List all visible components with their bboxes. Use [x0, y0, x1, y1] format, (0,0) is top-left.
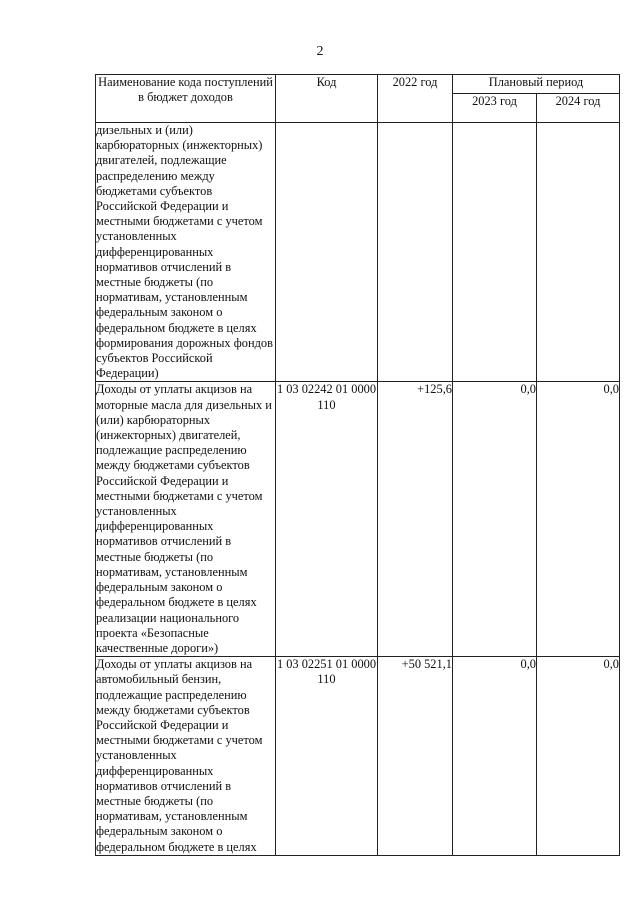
header-row — [96, 75, 620, 94]
table-row — [96, 657, 620, 856]
row-name: Доходы от уплаты акцизов на моторные масла для дизельных и (или) карбюраторных (инжекторных) двигателей, подлежащие распределению между бюджетами субъектов Российской Федерации и местными бюджетами с учетом установленных дифференцированных нормативов отчислений в местные бюджеты (по нормативам, установленным федеральным законом о федеральном бюджете в целях реализации национального проекта «Безопасные качественные дороги») — [96, 382, 276, 657]
table-row — [96, 123, 620, 382]
row-name: дизельных и (или) карбюраторных (инжекторных) двигателей, подлежащие распределению между бюджетами субъектов Российской Федерации и местными бюджетами с учетом установленных дифференцированных нормативов отчислений в местные бюджеты (по нормативам, установленным федеральным законом о федеральном бюджете в целях формирования дорожных фондов субъектов Российской Федерации) — [96, 123, 276, 382]
row-value-2022: +125,6 — [378, 382, 453, 657]
header-planned-period: Плановый период — [453, 75, 620, 94]
revenue-table — [95, 74, 620, 856]
row-name: Доходы от уплаты акцизов на автомобильный бензин, подлежащие распределению между бюджетами субъектов Российской Федерации и местными бюджетами с учетом установленных дифференцированных нормативов отчислений в местные бюджеты (по нормативам, установленным федеральным законом о федеральном бюджете в целях — [96, 657, 276, 856]
row-value-2024 — [537, 123, 620, 382]
header-year-2023: 2023 год — [453, 94, 537, 123]
row-value-2023: 0,0 — [453, 657, 537, 856]
row-code — [276, 123, 378, 382]
header-name — [96, 75, 276, 123]
page-number: 2 — [316, 44, 324, 59]
row-value-2022: +50 521,1 — [378, 657, 453, 856]
row-value-2024: 0,0 — [537, 382, 620, 657]
row-value-2022 — [378, 123, 453, 382]
row-code: 1 03 02242 01 0000 110 — [276, 382, 378, 657]
table-row — [96, 382, 620, 657]
row-value-2023: 0,0 — [453, 382, 537, 657]
row-code: 1 03 02251 01 0000 110 — [276, 657, 378, 856]
header-year-2024: 2024 год — [537, 94, 620, 123]
row-value-2024: 0,0 — [537, 657, 620, 856]
row-value-2023 — [453, 123, 537, 382]
header-name-label: Наименование кода поступлений в бюджет доходов — [98, 75, 273, 104]
header-code: Код — [276, 75, 378, 123]
header-year-2022: 2022 год — [378, 75, 453, 123]
